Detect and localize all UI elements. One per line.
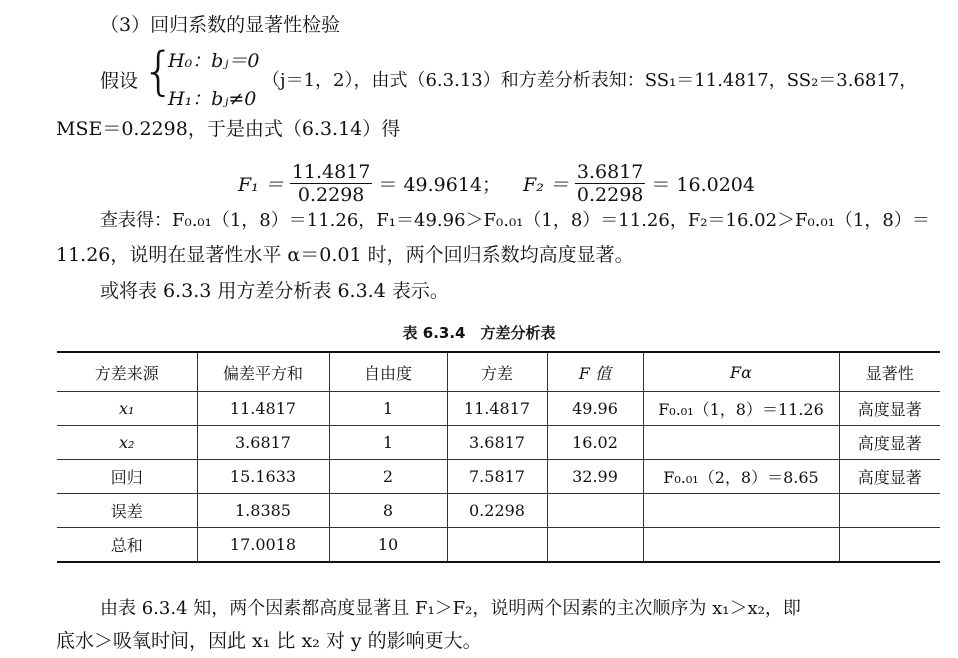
- cell: 7.5817: [447, 460, 547, 494]
- cell: [839, 528, 940, 563]
- header-f-value: F 值: [547, 352, 643, 392]
- cell: 32.99: [547, 460, 643, 494]
- cell: [643, 528, 839, 563]
- f1-result: ＝ 49.9614；: [378, 173, 502, 196]
- cell: 8: [329, 494, 447, 528]
- cell: [447, 528, 547, 563]
- mse-line: MSE＝0.2298，于是由式（6.3.14）得: [56, 118, 401, 140]
- header-f-alpha: Fα: [643, 352, 839, 392]
- cell: 高度显著: [839, 392, 940, 426]
- f1-numerator: 11.4817: [291, 160, 371, 183]
- cell: 2: [329, 460, 447, 494]
- f1-fraction: [290, 161, 373, 206]
- cell: F₀.₀₁（1，8）＝11.26: [643, 392, 839, 426]
- table-row: [57, 460, 940, 494]
- hypothesis-prefix: 假设: [100, 70, 139, 92]
- anova-table: [57, 351, 940, 563]
- conclusion-line-2: 底水＞吸氧时间，因此 x₁ 比 x₂ 对 y 的影响更大。: [56, 630, 482, 652]
- cell: 16.02: [547, 426, 643, 460]
- f2-denominator: 0.2298: [576, 183, 644, 206]
- cell: 1.8385: [197, 494, 329, 528]
- f-equation: [238, 158, 755, 208]
- cell: x₂: [57, 426, 197, 460]
- cell: F₀.₀₁（2，8）＝8.65: [643, 460, 839, 494]
- hypothesis-h0: H₀：bⱼ＝0: [168, 50, 260, 72]
- header-df: 自由度: [329, 352, 447, 392]
- f1-denominator: 0.2298: [297, 183, 365, 206]
- lookup-line-2: 11.26，说明在显著性水平 α＝0.01 时，两个回归系数均高度显著。: [56, 244, 634, 266]
- cell: [839, 494, 940, 528]
- table-row: [57, 426, 940, 460]
- table-header-row: [57, 352, 940, 392]
- conclusion-line-1: 由表 6.3.4 知，两个因素都高度显著且 F₁＞F₂，说明两个因素的主次顺序为 x₁＞x₂，即: [100, 598, 801, 619]
- hypothesis-h1: H₁：bⱼ≠0: [168, 88, 257, 110]
- cell: 11.4817: [447, 392, 547, 426]
- f1-label: F₁ ＝: [238, 173, 284, 196]
- cell: 0.2298: [447, 494, 547, 528]
- header-sum-squares: 偏差平方和: [197, 352, 329, 392]
- table-row: [57, 494, 940, 528]
- header-variance: 方差: [447, 352, 547, 392]
- cell: 3.6817: [197, 426, 329, 460]
- header-significance: 显著性: [839, 352, 940, 392]
- cell: [547, 494, 643, 528]
- cell: 10: [329, 528, 447, 563]
- cell: 15.1633: [197, 460, 329, 494]
- cell: 49.96: [547, 392, 643, 426]
- cell: 高度显著: [839, 426, 940, 460]
- cell: 3.6817: [447, 426, 547, 460]
- lookup-line-1: 查表得：F₀.₀₁（1，8）＝11.26，F₁＝49.96＞F₀.₀₁（1，8）＝11.26，F₂＝16.02＞F₀.₀₁（1，8）＝: [100, 210, 930, 231]
- cell: 误差: [57, 494, 197, 528]
- cell: [547, 528, 643, 563]
- lookup-line-3: 或将表 6.3.3 用方差分析表 6.3.4 表示。: [100, 280, 449, 302]
- table-caption: 表 6.3.4 方差分析表: [402, 324, 556, 342]
- cell: 17.0018: [197, 528, 329, 563]
- cell: [643, 494, 839, 528]
- cell: [643, 426, 839, 460]
- table-row: [57, 392, 940, 426]
- header-source: 方差来源: [57, 352, 197, 392]
- f2-fraction: [575, 161, 645, 206]
- cell: 总和: [57, 528, 197, 563]
- f2-numerator: 3.6817: [576, 160, 644, 183]
- table-row: [57, 528, 940, 563]
- brace-symbol: {: [142, 42, 176, 102]
- f2-result: ＝ 16.0204: [651, 173, 755, 196]
- cell: 1: [329, 392, 447, 426]
- cell: 回归: [57, 460, 197, 494]
- cell: 11.4817: [197, 392, 329, 426]
- cell: x₁: [57, 392, 197, 426]
- section-heading: （3）回归系数的显著性检验: [100, 14, 341, 36]
- cell: 高度显著: [839, 460, 940, 494]
- cell: 1: [329, 426, 447, 460]
- hypothesis-suffix: （j＝1，2），由式（6.3.13）和方差分析表知：SS₁＝11.4817，SS₂＝3.6817，: [262, 70, 918, 91]
- f2-label: F₂ ＝: [523, 173, 569, 196]
